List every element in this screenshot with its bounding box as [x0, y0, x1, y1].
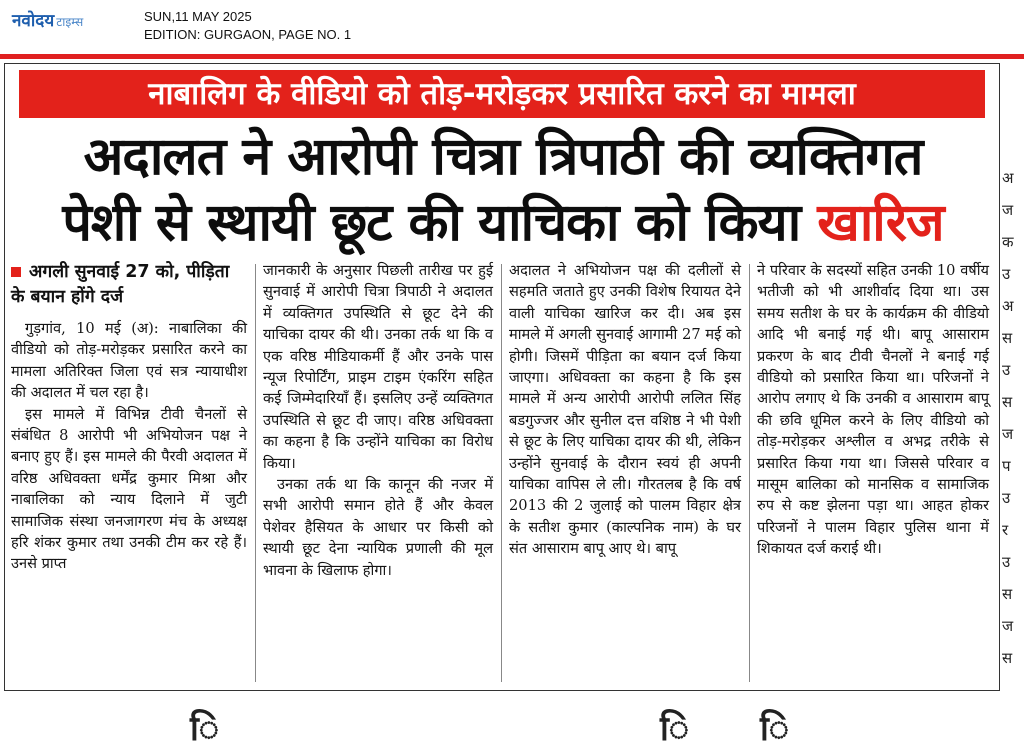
cropped-glyph: ज: [1002, 201, 1014, 219]
cropped-glyph: स: [1002, 329, 1013, 347]
cropped-glyph: अ: [1002, 297, 1014, 315]
next-article-edge: [0, 698, 1024, 749]
page-header: [0, 0, 1024, 54]
paragraph: इस मामले में विभिन्न टीवी चैनलों से संबंधित 8 आरोपी भी अभियोजन पक्ष ने बनाए हुए हैं। इस मामले की पैरवी अदालत में वरिष्ठ अधिवक्ता धर्मेंद्र कुमार मिश्रा और नाबालिका को न्याय दिलाने में जुटी सामाजिक संस्था जनजागरण मंच के अध्यक्ष हरि शंकर कुमार तथा उनकी टीम कर रहे हैं। उनसे प्राप्त: [11, 405, 247, 573]
column-divider: [749, 264, 750, 682]
column-1: [11, 260, 247, 686]
news-article: [4, 63, 1000, 691]
column-4: [757, 260, 989, 686]
newspaper-logo: [12, 8, 83, 31]
edition-meta: [144, 8, 351, 44]
kicker-banner: नाबालिग के वीडियो को तोड़-मरोड़कर प्रसारित करने का मामला: [19, 70, 985, 118]
cropped-glyph: स: [1002, 649, 1013, 667]
cropped-glyph: र: [1002, 521, 1009, 539]
bullet-square-icon: [11, 267, 21, 277]
paragraph: अदालत ने अभियोजन पक्ष की दलीलों से सहमति जताते हुए उनकी विशेष रियायत देने वाली याचिका खारिज कर दी। अब इस मामले में अगली सुनवाई आगामी 27 मई को होगी। जिसमें पीड़िता का बयान दर्ज किया जाएगा। अधिवक्ता का कहना है कि इस मामले में अन्य आरोपी आरोपी ललित सिंह बडगुज्जर और सुनील दत्त वशिष्ठ ने भी पेशी से छूट के लिए याचिका दायर की थी, लेकिन उन्होंने सुनवाई के दौरान स्वयं ही अपनी याचिका वापिस ले ली। गौरतलब है कि वर्ष 2013 की 2 जुलाई को पालम विहार क्षेत्र के सतीश कुमार (काल्पनिक नाम) के घर संत आसाराम बापू आए थे। बापू: [509, 262, 741, 558]
subheading-text: अगली सुनवाई 27 को, पीड़िता के बयान होंगे दर्ज: [11, 262, 230, 307]
cropped-glyph: उ: [1002, 553, 1011, 571]
adjacent-article-edge: [1002, 60, 1024, 690]
header-divider: [0, 54, 1024, 59]
headline-line-1: अदालत ने आरोपी चित्रा त्रिपाठी की व्यक्तिगत: [83, 127, 923, 187]
column-2: [263, 260, 493, 686]
cropped-glyph: अ: [1002, 169, 1014, 187]
cropped-glyph: उ: [1002, 361, 1011, 379]
column-divider: [255, 264, 256, 682]
cropped-glyph: ि: [660, 709, 690, 749]
column-divider: [501, 264, 502, 682]
headline: [19, 124, 987, 256]
column-3: [509, 260, 741, 686]
cropped-glyph: उ: [1002, 265, 1011, 283]
cropped-glyph: ि: [760, 709, 790, 749]
article-body: [11, 260, 993, 686]
cropped-glyph: ज: [1002, 425, 1014, 443]
cropped-glyph: स: [1002, 585, 1013, 603]
edition-info: EDITION: GURGAON, PAGE NO. 1: [144, 27, 352, 42]
cropped-glyph: ज: [1002, 617, 1014, 635]
paragraph: ने परिवार के सदस्यों सहित उनकी 10 वर्षीय भतीजी को भी आशीर्वाद दिया था। उस समय सतीश के घर के कार्यक्रम की वीडियो आदि भी बनाई गई थी। बापू आसाराम प्रकरण के बाद टीवी चैनलों ने बनाई गई वीडियो को प्रसारित किया था। परिजनों ने आरोप लगाए थे कि उनकी व आसाराम बापू की छवि धूमिल करने के लिए वीडियो को तोड़-मरोड़कर अश्लील व अभद्र तरीके से प्रसारित किया गया था। जिससे परिवार व मासूम बालिका को मानसिक व सामाजिक रुप से कष्ट झेलना पड़ा था। आहत होकर परिजनों ने पालम विहार पुलिस थाना में शिकायत दर्ज कराई थी।: [757, 262, 989, 558]
issue-date: SUN,11 MAY 2025: [144, 9, 252, 24]
headline-line-2: [19, 190, 987, 256]
logo-main: नवोदय: [12, 11, 55, 31]
headline-line-2-text: पेशी से स्थायी छूट की याचिका को किया: [62, 193, 801, 253]
cropped-glyph: स: [1002, 393, 1013, 411]
headline-highlight: खारिज: [817, 193, 944, 253]
cropped-glyph: प: [1002, 457, 1011, 475]
logo-sub: टाइम्स: [56, 15, 84, 29]
cropped-glyph: क: [1002, 233, 1014, 251]
paragraph: उनका तर्क था कि कानून की नजर में सभी आरोपी समान होते हैं और केवल पेशेवर हैसियत के आधार पर किसी को स्थायी छूट देना न्यायिक प्रणाली की मूल भावना के खिलाफ होगा।: [263, 476, 493, 579]
subheading: [11, 260, 247, 310]
cropped-glyph: उ: [1002, 489, 1011, 507]
paragraph: गुड़गांव, 10 मई (अ): नाबालिका की वीडियो को तोड़-मरोड़कर प्रसारित करने का मामला अतिरिक्त जिला एवं सत्र न्यायाधीश की अदालत में चल रहा है।: [11, 320, 247, 402]
paragraph: जानकारी के अनुसार पिछली तारीख पर हुई सुनवाई में आरोपी चित्रा त्रिपाठी ने अदालत में व्यक्तिगत उपस्थिति से छूट देने की याचिका दायर की थी। उनका तर्क था कि व एक वरिष्ठ मीडियाकर्मी हैं और उनके पास न्यूज रिपोर्टिंग, प्राइम टाइम एंकरिंग सहित कई जिम्मेदारियाँ हैं। इसलिए उन्हें व्यक्तिगत उपस्थिति से छूट दी जाए। वरिष्ठ अधिवक्ता का कहना है कि उन्होंने याचिका का विरोध किया।: [263, 262, 493, 472]
cropped-glyph: ि: [190, 709, 220, 749]
